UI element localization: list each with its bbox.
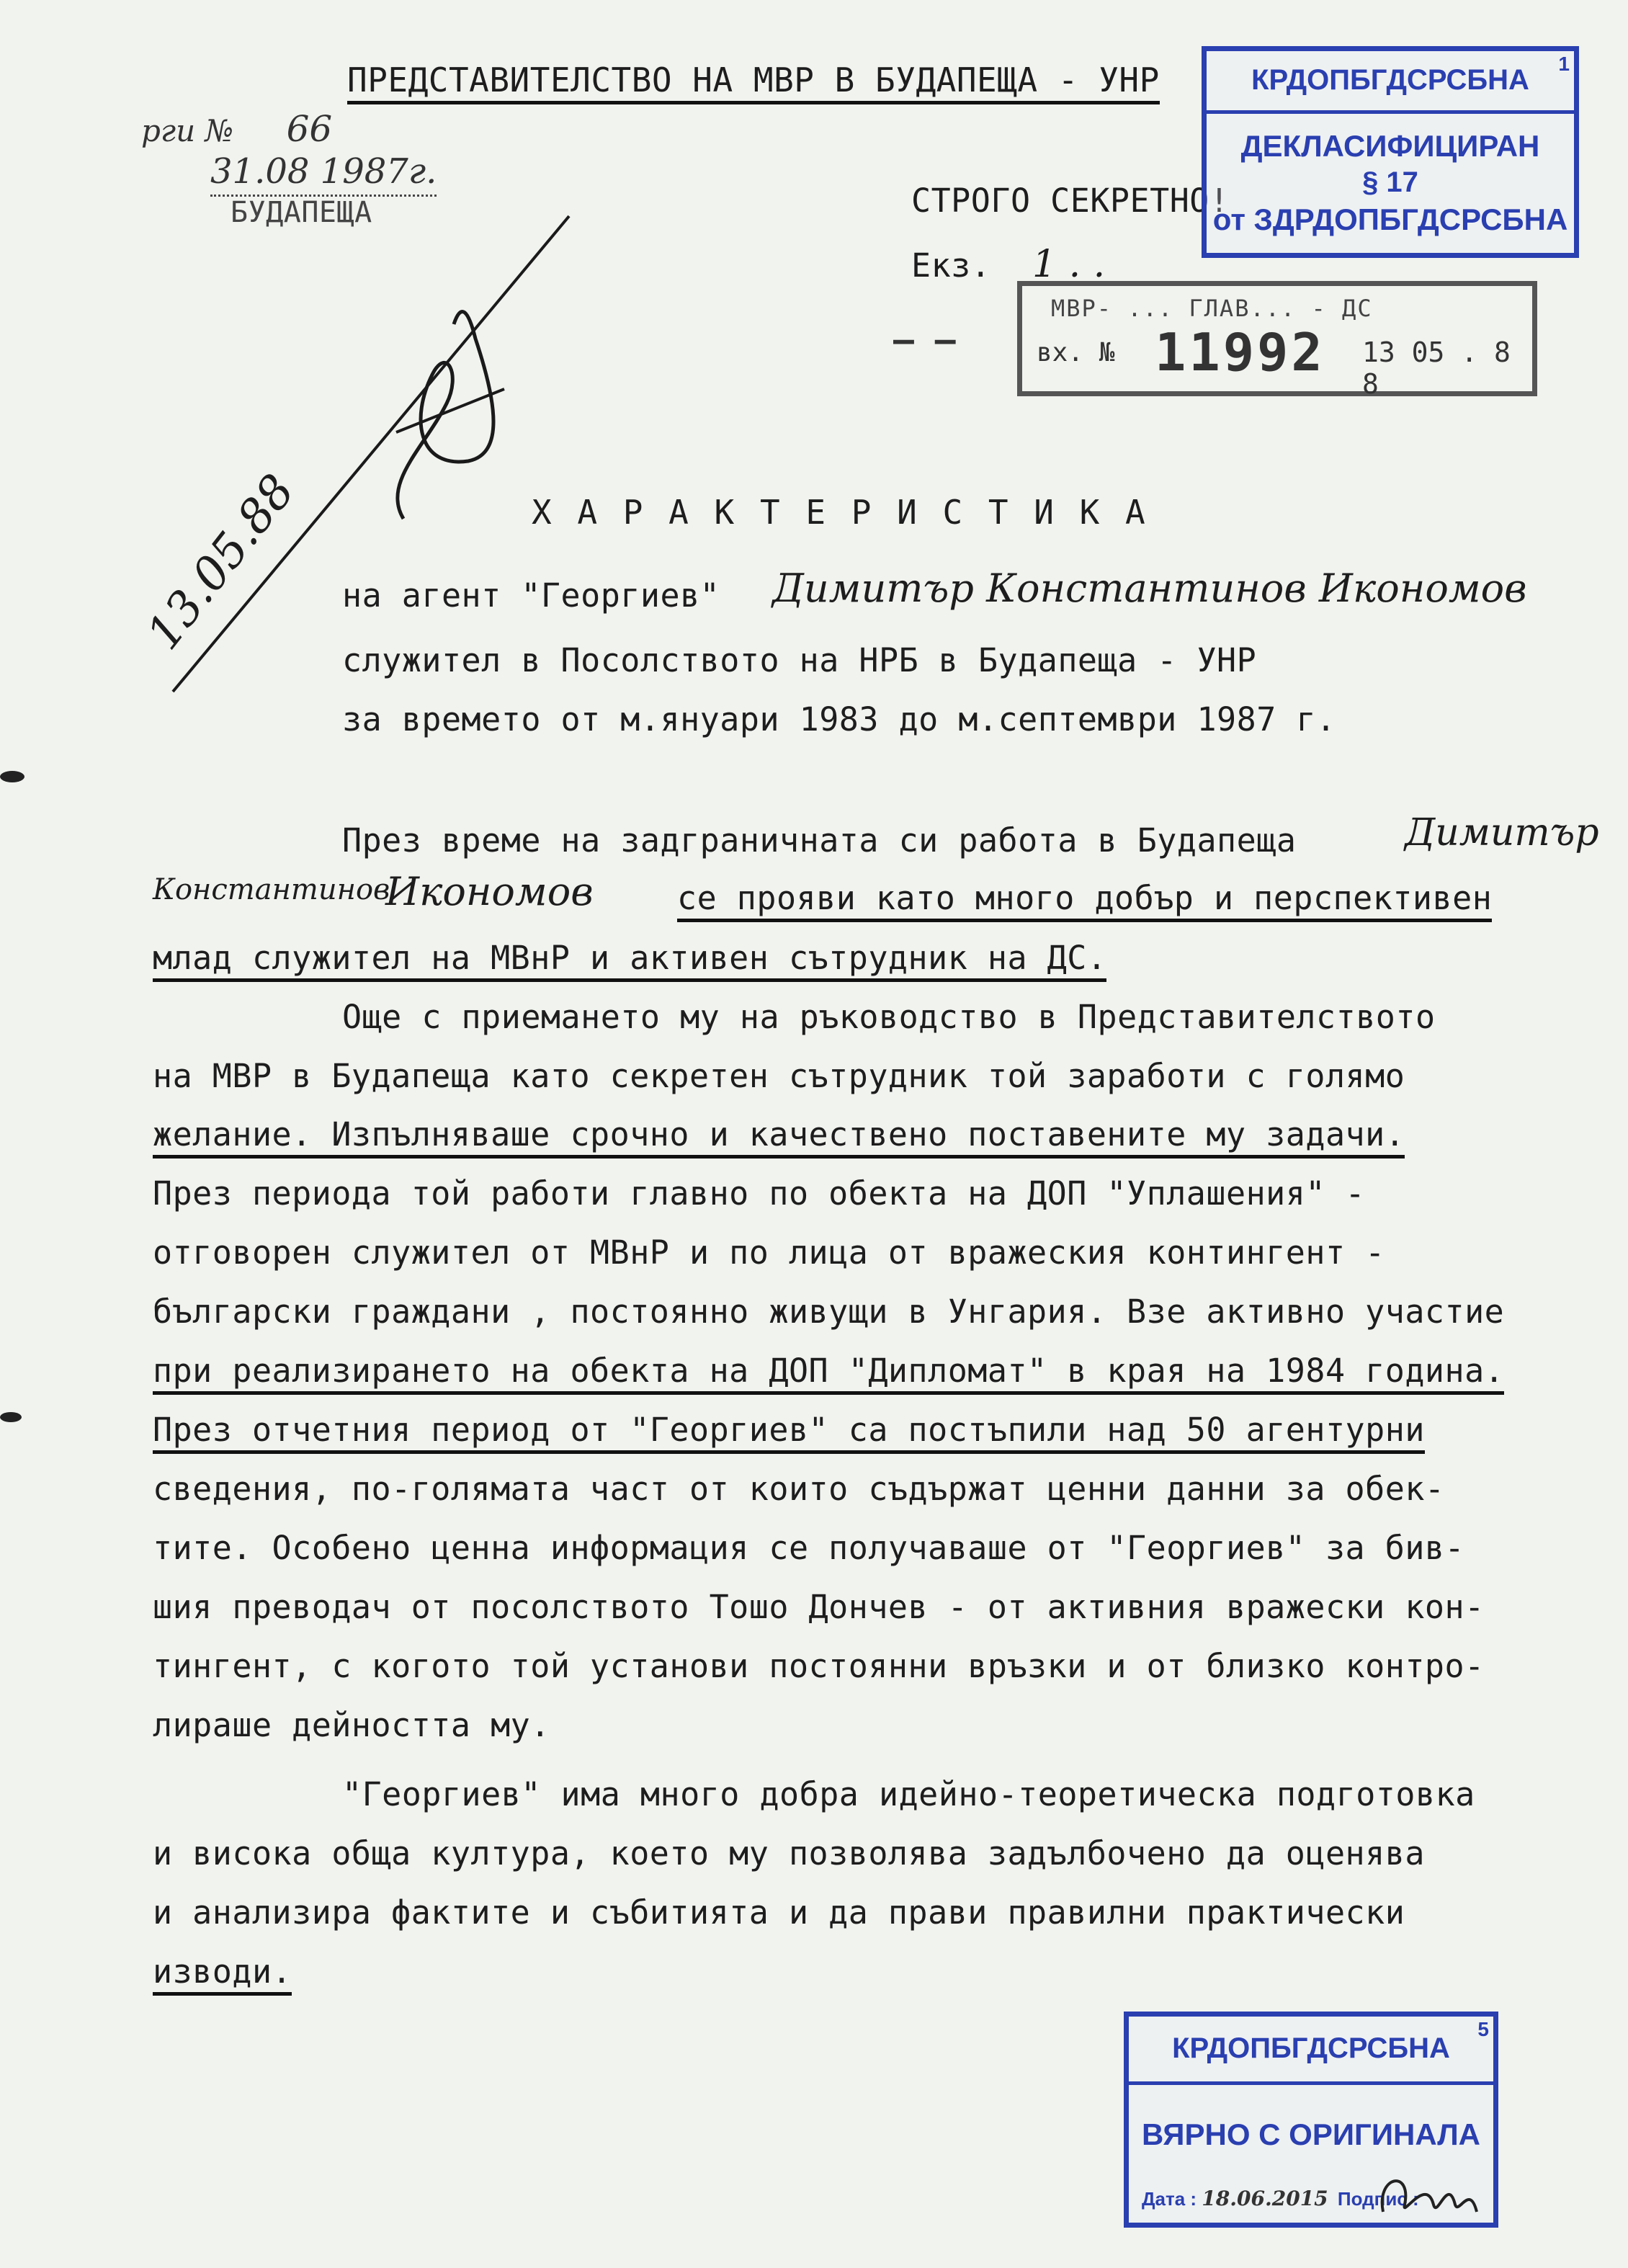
body-line: През отчетния период от "Георгиев" са постъпили над 50 агентурни	[153, 1411, 1425, 1449]
handwritten-date: 13.05.88	[137, 465, 305, 660]
body-line: на МВР в Будапеща като секретен сътрудник той заработи с голямо	[153, 1057, 1405, 1095]
body-line: "Георгиев" има много добра идейно-теоретическа подготовка	[342, 1775, 1475, 1813]
stamp-line: § 17	[1362, 166, 1418, 198]
title-line-position: служител в Посолството на НРБ в Будапеща - УНР	[342, 641, 1257, 679]
incoming-number: 11992	[1155, 322, 1325, 383]
stamp-dash-mark: — —	[893, 320, 956, 360]
handwritten-name: Димитър	[1405, 811, 1599, 854]
body-line: и анализира фактите и събитията и да прави правилни практически	[153, 1893, 1405, 1932]
stamp-line: КРДОПБГДСРСБНА	[1172, 2032, 1450, 2064]
registration-date: 31.08 1987г.	[210, 151, 437, 197]
stamp-line: ДЕКЛАСИФИЦИРАН	[1240, 129, 1540, 163]
diagonal-approval-line	[173, 216, 569, 692]
body-line: тите. Особено ценна информация се получаваше от "Георгиев" за бив-	[153, 1529, 1465, 1567]
body-line: български граждани , постоянно живущи в Унгария. Взе активно участие	[153, 1293, 1505, 1331]
body-line: изводи.	[153, 1952, 292, 1991]
title-line-period: за времето от м.януари 1983 до м.септември 1987 г.	[342, 700, 1336, 738]
classification-label: СТРОГО СЕКРЕТНО!	[911, 182, 1230, 220]
incoming-date: 13 05 . 8 8	[1362, 336, 1511, 400]
stamp-line: вх. №	[1037, 338, 1115, 367]
stamp-line: МВР- ... ГЛАВ... - ДС	[1051, 295, 1373, 322]
body-line: Още с приемането му на ръководство в Представителството	[342, 998, 1436, 1036]
stamp-corner-number: 5	[1477, 2018, 1489, 2040]
stamp-corner-number: 1	[1558, 53, 1570, 75]
city-label: БУДАПЕЩА	[231, 196, 372, 229]
body-line: млад служител на МВнР и активен сътрудник на ДС.	[153, 939, 1106, 977]
stamp-line: КРДОПБГДСРСБНА	[1251, 64, 1529, 96]
body-line: През време на задграничната си работа в Будапеща	[342, 821, 1297, 860]
body-line: при реализирането на обекта на ДОП "Дипломат" в края на 1984 година.	[153, 1352, 1504, 1390]
body-line: и висока обща култура, което му позволява задълбочено да оценява	[153, 1834, 1425, 1872]
body-line: шия преводач от посолството Тошо Дончев - от активния вражески кон-	[153, 1588, 1485, 1626]
document-title: Х А Р А К Т Е Р И С Т И К А	[532, 493, 1148, 532]
body-line: желание. Изпълняваше срочно и качествено поставените му задачи.	[153, 1115, 1405, 1153]
body-line: сведения, по-голямата част от които съдържат ценни данни за обек-	[153, 1470, 1445, 1508]
stamp-date-row: Дата : 18.06.2015 Подпис :	[1142, 2187, 1419, 2210]
body-line: През периода той работи главно по обекта на ДОП "Уплашения" -	[153, 1174, 1366, 1213]
registration-number: рги № 66	[141, 108, 333, 150]
institution-header: ПРЕДСТАВИТЕЛСТВО НА МВР В БУДАПЕЩА - УНР	[347, 61, 1160, 99]
body-line: отговорен служител от МВнР и по лица от вражеския контингент -	[153, 1233, 1385, 1272]
stamp-line: ВЯРНО С ОРИГИНАЛА	[1142, 2117, 1480, 2151]
certifier-signature	[1369, 2161, 1491, 2226]
handwritten-name: Икономов	[385, 869, 594, 914]
handwritten-name: Константинов	[153, 873, 390, 906]
body-line: тингент, с когото той установи постоянни връзки и от близко контро-	[153, 1647, 1485, 1685]
handwritten-agent-name: Димитър Константинов Икономов	[772, 566, 1527, 611]
stamp-line: от ЗДРДОПБГДСРСБНА	[1212, 202, 1568, 236]
title-line-agent: на агент "Георгиев"	[342, 576, 720, 615]
signature-mark	[398, 312, 493, 519]
body-line: лираше дейността му.	[153, 1706, 550, 1744]
copy-label: Екз. 1 . .	[911, 243, 1106, 286]
body-line: се прояви като много добър и перспективен	[677, 879, 1492, 917]
